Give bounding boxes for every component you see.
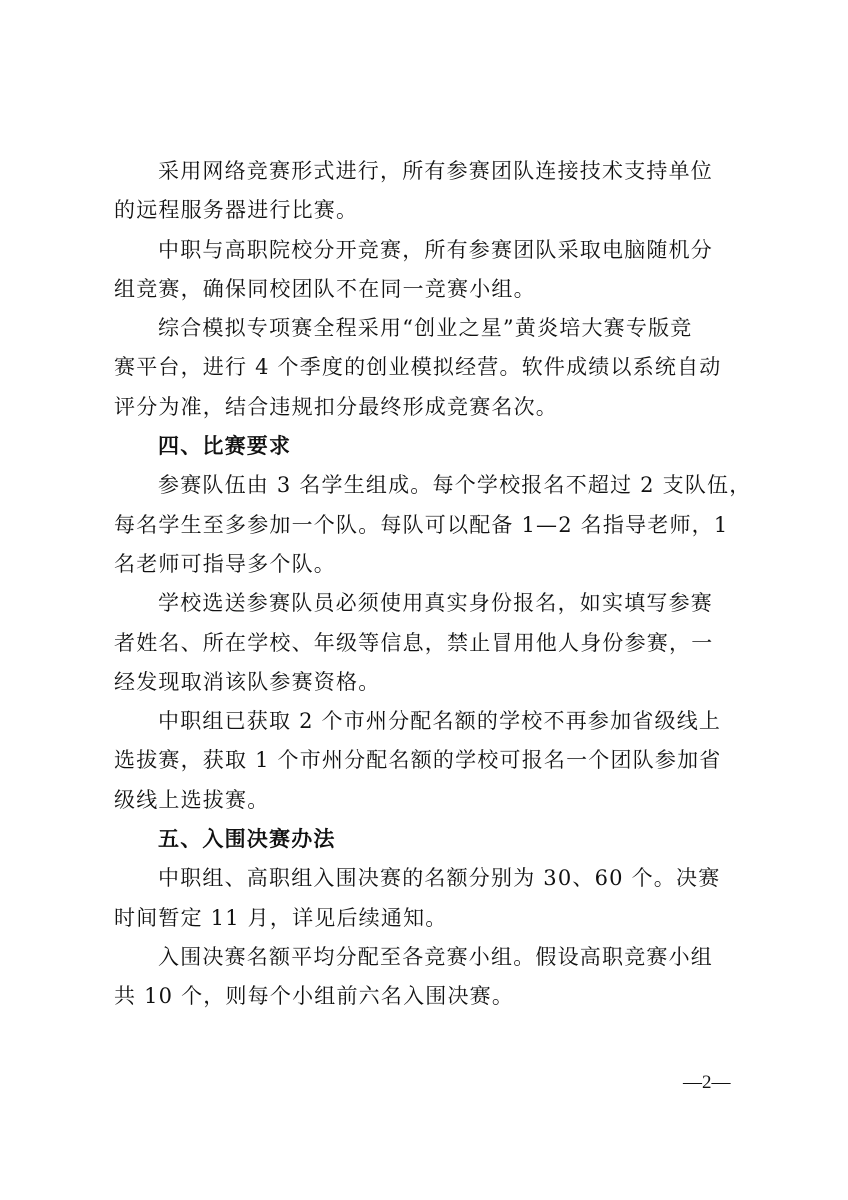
- body-line: 学校选送参赛队员必须使用真实身份报名，如实填写参赛: [158, 591, 713, 616]
- body-line: 共 10 个，则每个小组前六名入围决赛。: [114, 984, 515, 1009]
- body-line: 的远程服务器进行比赛。: [114, 198, 359, 223]
- body-line: 综合模拟专项赛全程采用“创业之星”黄炎培大赛专版竞: [158, 316, 693, 341]
- body-line: 中职与高职院校分开竞赛，所有参赛团队采取电脑随机分: [158, 237, 713, 262]
- body-line: 级线上选拔赛。: [114, 787, 270, 812]
- body-line: 者姓名、所在学校、年级等信息，禁止冒用他人身份参赛，一: [114, 630, 714, 655]
- body-line: 参赛队伍由 3 名学生组成。每个学校报名不超过 2 支队伍，: [158, 473, 752, 498]
- body-line: 中职组、高职组入围决赛的名额分别为 30、60 个。决赛: [158, 866, 721, 891]
- body-line: 时间暂定 11 月，详见后续通知。: [114, 905, 448, 930]
- section-heading-requirements: 四、比赛要求: [158, 434, 292, 459]
- body-line: 每名学生至多参加一个队。每队可以配备 1—2 名指导老师，1: [114, 512, 729, 537]
- body-line: 选拔赛，获取 1 个市州分配名额的学校可报名一个团队参加省: [114, 748, 722, 773]
- body-line: 名老师可指导多个队。: [114, 551, 336, 576]
- body-line: 组竞赛，确保同校团队不在同一竞赛小组。: [114, 276, 536, 301]
- page-number: —2—: [683, 1072, 731, 1093]
- body-line: 赛平台，进行 4 个季度的创业模拟经营。软件成绩以系统自动: [114, 355, 722, 380]
- section-heading-finals: 五、入围决赛办法: [158, 827, 336, 852]
- body-line: 中职组已获取 2 个市州分配名额的学校不再参加省级线上: [158, 709, 722, 734]
- body-line: 评分为准，结合违规扣分最终形成竞赛名次。: [114, 394, 558, 419]
- body-line: 入围决赛名额平均分配至各竞赛小组。假设高职竞赛小组: [158, 944, 713, 969]
- body-line: 采用网络竞赛形式进行，所有参赛团队连接技术支持单位: [158, 159, 713, 183]
- document-body: [114, 152, 752, 1017]
- body-line: 经发现取消该队参赛资格。: [114, 669, 381, 694]
